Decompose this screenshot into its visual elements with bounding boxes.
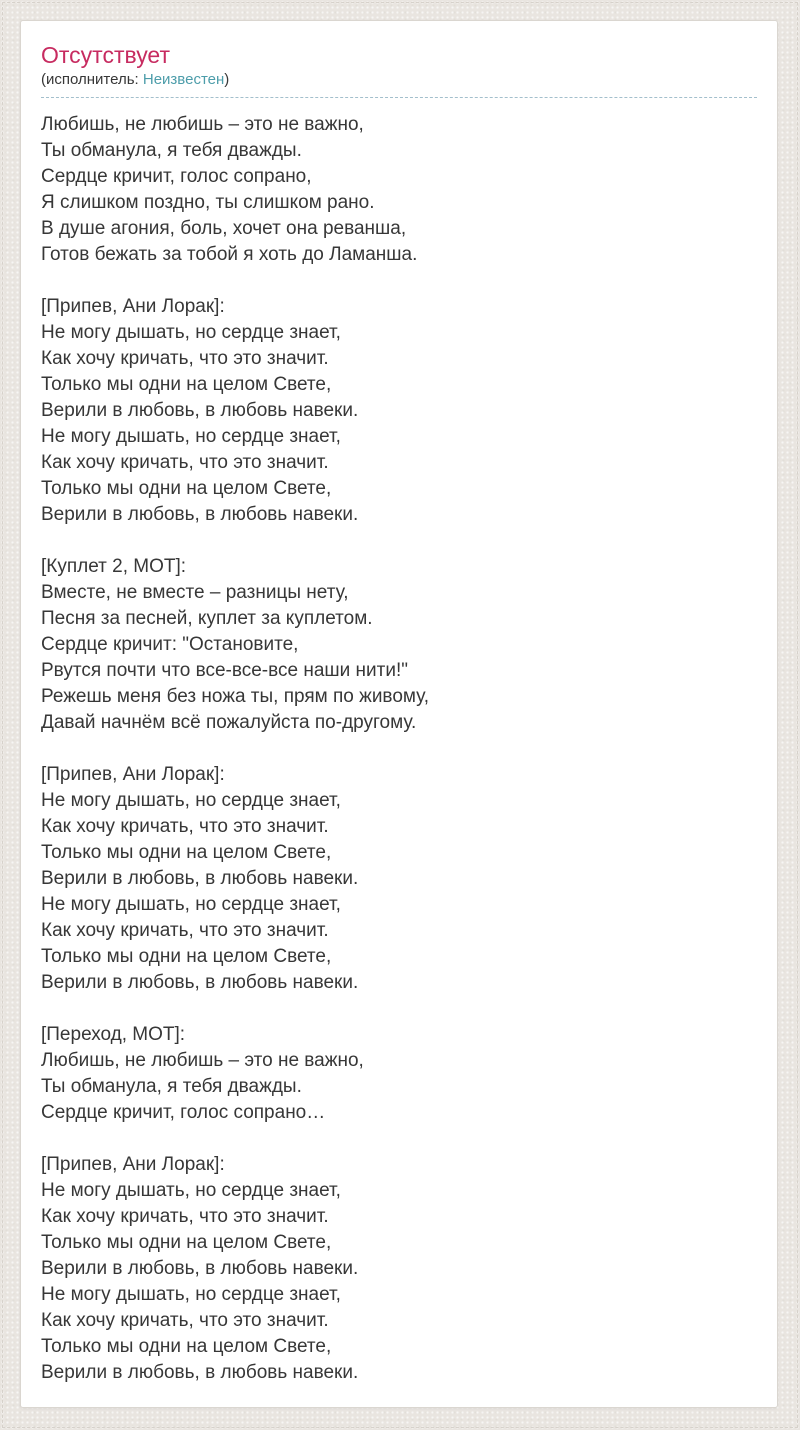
lyric-line: Не могу дышать, но сердце знает, xyxy=(41,790,341,812)
lyric-line: Не могу дышать, но сердце знает, xyxy=(41,894,341,916)
lyric-line: В душе агония, боль, хочет она реванша, xyxy=(41,218,407,240)
lyric-line: Вместе, не вместе – разницы нету, xyxy=(41,582,349,604)
lyric-line: [Переход, МОТ]: xyxy=(41,1024,186,1046)
stanza-1 xyxy=(41,112,757,268)
lyric-line: Верили в любовь, в любовь навеки. xyxy=(41,1362,359,1384)
lyric-line: [Куплет 2, МОТ]: xyxy=(41,556,187,578)
lyric-line: Как хочу кричать, что это значит. xyxy=(41,920,329,942)
lyric-line: [Припев, Ани Лорак]: xyxy=(41,1154,225,1176)
stanza-6 xyxy=(41,1152,757,1386)
lyric-line: Как хочу кричать, что это значит. xyxy=(41,1310,329,1332)
lyrics-text xyxy=(41,112,757,1386)
lyric-line: Любишь, не любишь – это не важно, xyxy=(41,1050,364,1072)
lyric-line: Сердце кричит: "Остановите, xyxy=(41,634,299,656)
artist-prefix: (исполнитель: xyxy=(41,71,143,89)
lyric-line: Как хочу кричать, что это значит. xyxy=(41,452,329,474)
lyric-line: Песня за песней, куплет за куплетом. xyxy=(41,608,373,630)
lyric-line: Только мы одни на целом Свете, xyxy=(41,842,332,864)
stanza-2 xyxy=(41,294,757,528)
lyric-line: Давай начнём всё пожалуйста по-другому. xyxy=(41,712,417,734)
lyric-line: [Припев, Ани Лорак]: xyxy=(41,296,225,318)
lyric-line: Ты обманула, я тебя дважды. xyxy=(41,140,302,162)
lyric-line: Ты обманула, я тебя дважды. xyxy=(41,1076,302,1098)
stanza-3 xyxy=(41,554,757,736)
lyric-line: Верили в любовь, в любовь навеки. xyxy=(41,972,359,994)
lyric-line: Только мы одни на целом Свете, xyxy=(41,478,332,500)
lyric-line: Сердце кричит, голос сопрано, xyxy=(41,166,312,188)
lyric-line: Сердце кричит, голос сопрано… xyxy=(41,1102,326,1124)
lyric-line: Верили в любовь, в любовь навеки. xyxy=(41,400,359,422)
artist-line xyxy=(41,71,757,98)
lyric-line: Верили в любовь, в любовь навеки. xyxy=(41,504,359,526)
stanza-5 xyxy=(41,1022,757,1126)
lyric-line: Как хочу кричать, что это значит. xyxy=(41,348,329,370)
lyric-line: Режешь меня без ножа ты, прям по живому, xyxy=(41,686,430,708)
lyric-line: Как хочу кричать, что это значит. xyxy=(41,816,329,838)
lyric-line: [Припев, Ани Лорак]: xyxy=(41,764,225,786)
lyric-line: Только мы одни на целом Свете, xyxy=(41,1336,332,1358)
lyric-line: Не могу дышать, но сердце знает, xyxy=(41,426,341,448)
lyric-line: Не могу дышать, но сердце знает, xyxy=(41,1180,341,1202)
lyric-line: Не могу дышать, но сердце знает, xyxy=(41,322,341,344)
lyrics-card xyxy=(20,20,778,1408)
lyric-line: Не могу дышать, но сердце знает, xyxy=(41,1284,341,1306)
lyric-line: Я слишком поздно, ты слишком рано. xyxy=(41,192,375,214)
lyric-line: Как хочу кричать, что это значит. xyxy=(41,1206,329,1228)
lyric-line: Любишь, не любишь – это не важно, xyxy=(41,114,364,136)
lyric-line: Только мы одни на целом Свете, xyxy=(41,1232,332,1254)
lyric-line: Верили в любовь, в любовь навеки. xyxy=(41,1258,359,1280)
lyric-line: Рвутся почти что все-все-все наши нити!" xyxy=(41,660,408,682)
artist-link[interactable]: Неизвестен xyxy=(142,71,225,89)
artist-suffix: ) xyxy=(224,71,230,89)
lyric-line: Только мы одни на целом Свете, xyxy=(41,374,332,396)
lyric-line: Готов бежать за тобой я хоть до Ламанша. xyxy=(41,244,418,266)
stanza-4 xyxy=(41,762,757,996)
lyric-line: Верили в любовь, в любовь навеки. xyxy=(41,868,359,890)
lyric-line: Только мы одни на целом Свете, xyxy=(41,946,332,968)
song-title: Отсутствует xyxy=(41,42,170,68)
